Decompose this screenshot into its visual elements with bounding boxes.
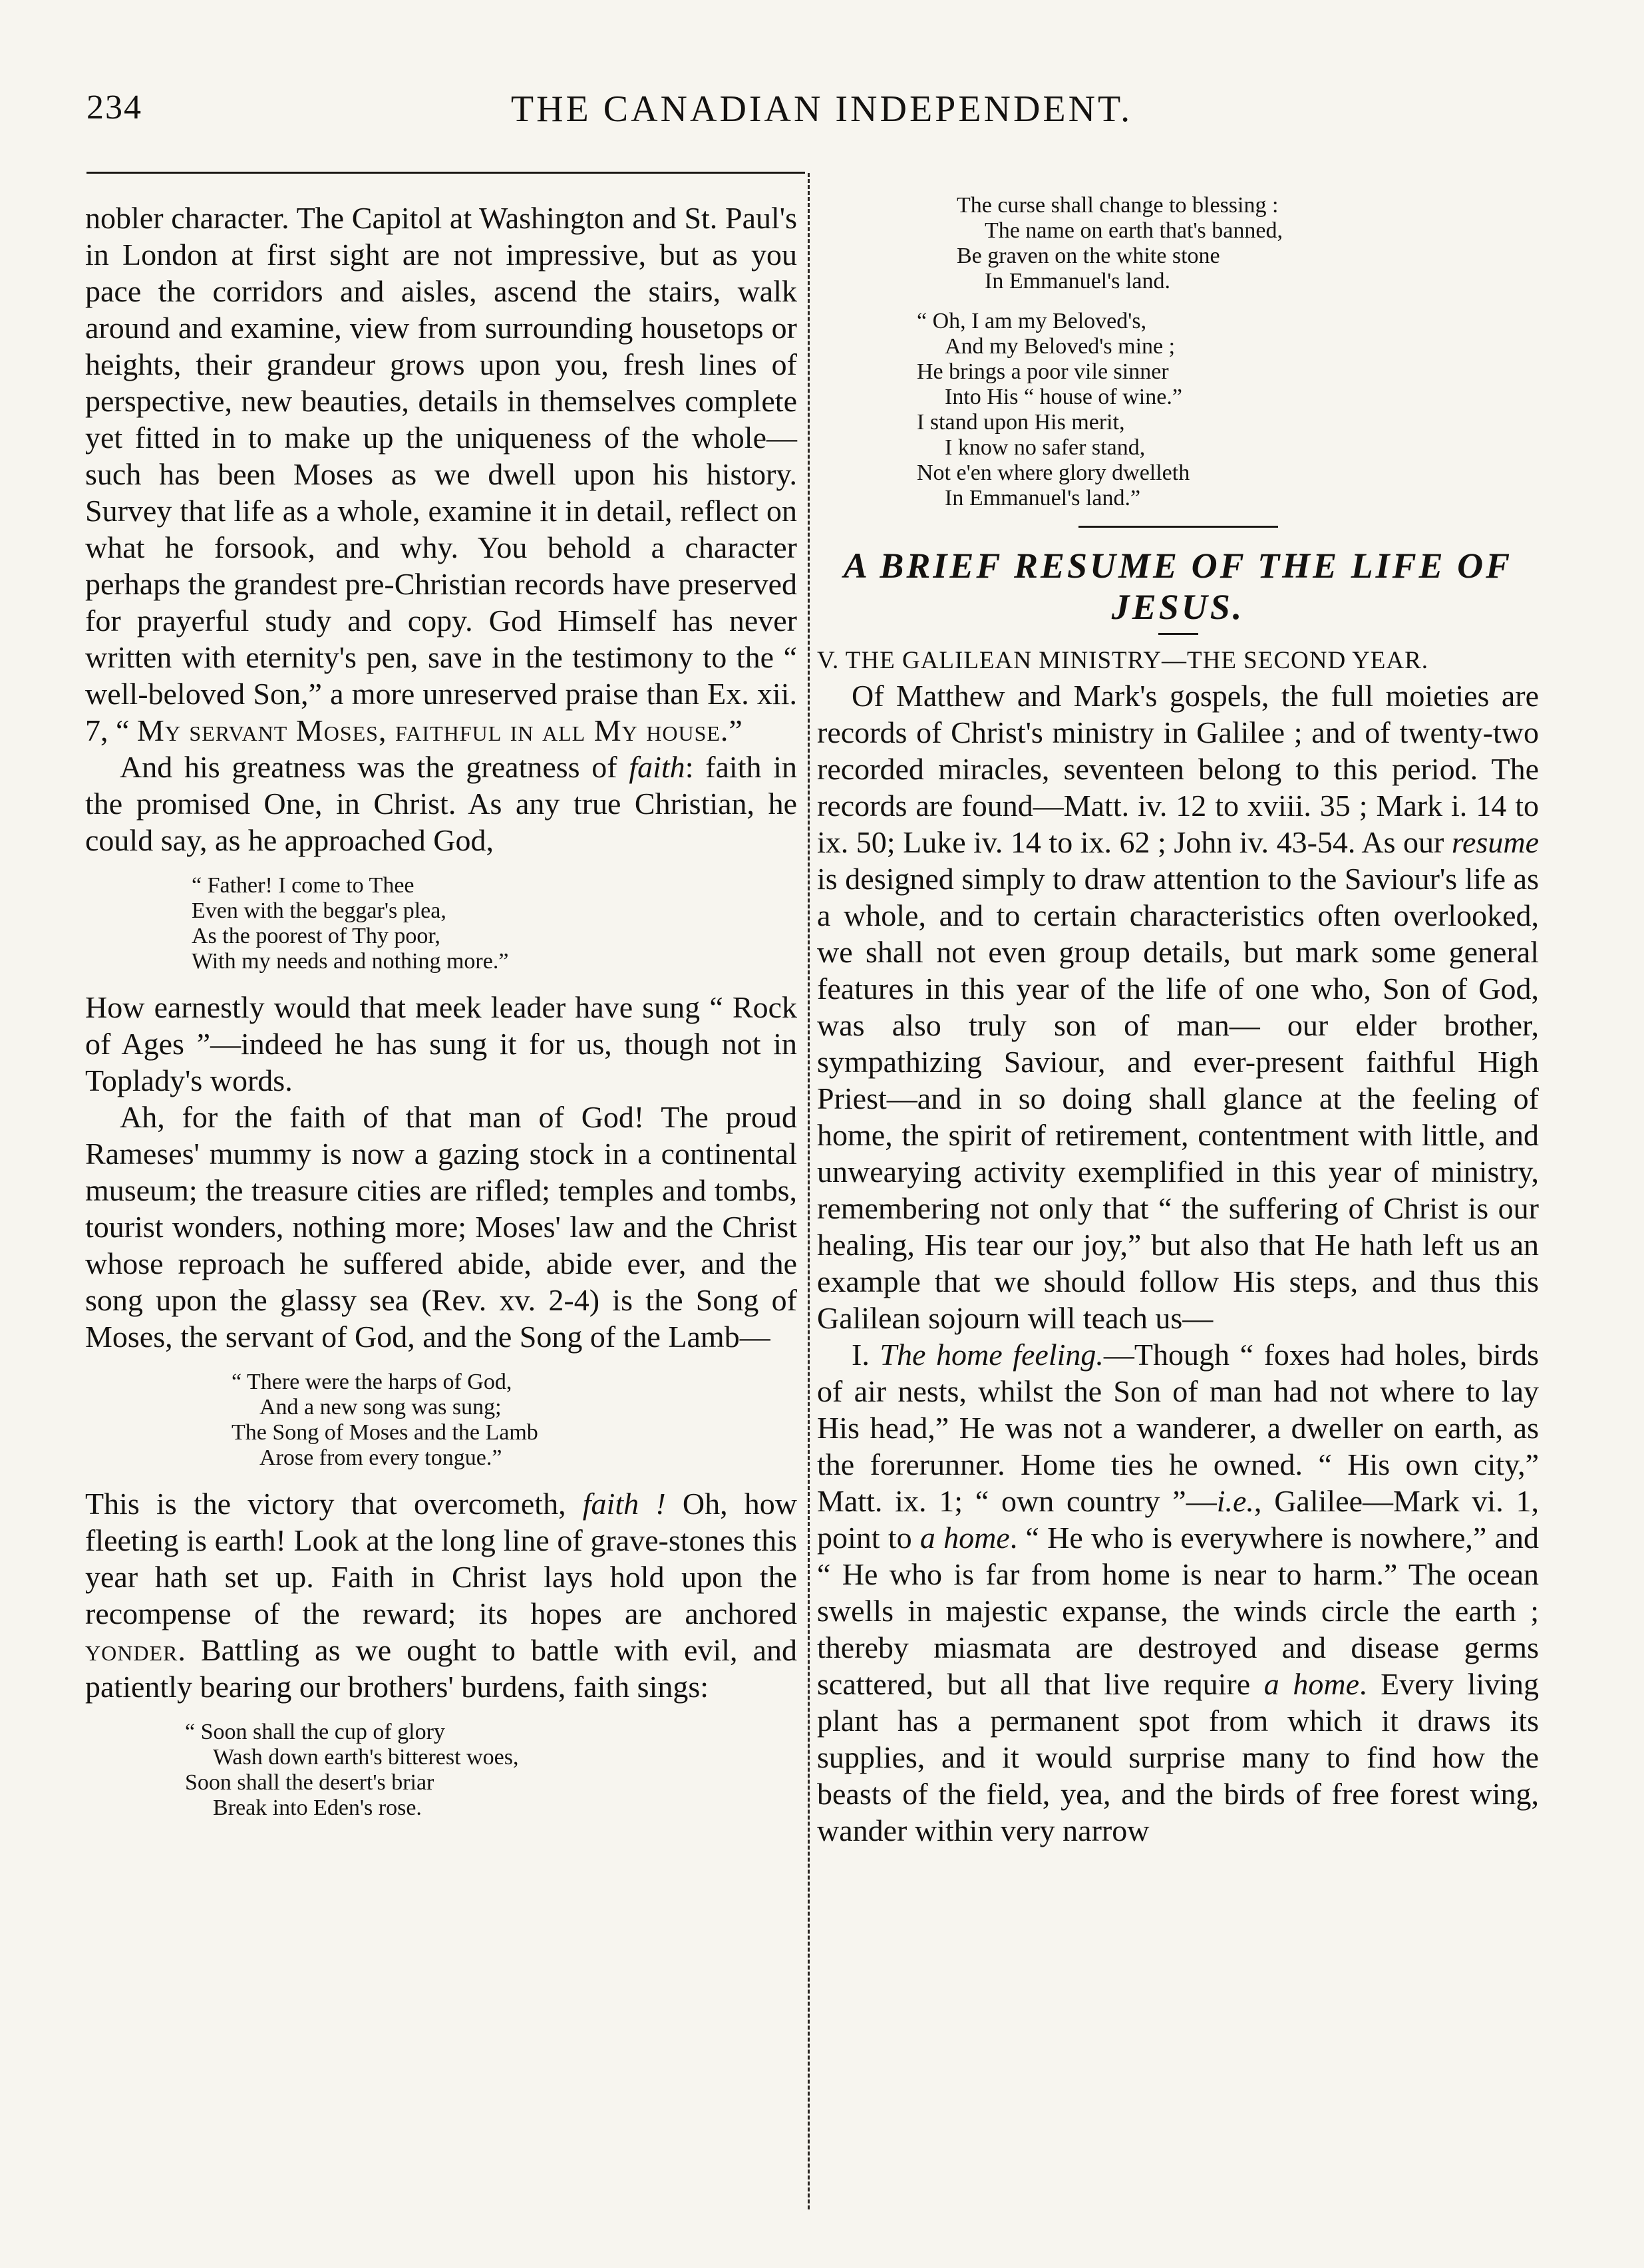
subtitle-text: V. THE GALILEAN MINISTRY—THE SECOND YEAR. [817, 647, 1429, 674]
poem-line: Soon shall the desert's briar [185, 1770, 434, 1795]
italic-word: resume [1451, 825, 1539, 859]
italic-heading: The home feeling. [880, 1338, 1104, 1372]
poem-line: The name on earth that's banned, [985, 218, 1283, 243]
italic-word: faith ! [582, 1487, 666, 1521]
poem [817, 309, 1539, 511]
italic-word: a home [1263, 1667, 1360, 1701]
italic-word: faith [629, 750, 685, 784]
paragraph [85, 200, 797, 749]
poem-line: Even with the beggar's plea, [192, 898, 446, 923]
text-run: Of Matthew and Mark's gospels, the full moieties are records of Christ's ministry in Galilee ; and of twenty-two recorded miracles, seventeen belong to this period. The records are found—Matt. iv. 12 to xviii. 35 ; Mark i. 14 to ix. 50; Luke iv. 14 to ix. 62 ; John iv. 43-54. As our [817, 679, 1539, 859]
caps-word: yonder [85, 1633, 178, 1667]
poem [817, 193, 1539, 294]
text-run: nobler character. The Capitol at Washington and St. Paul's in London at first sight are not impressive, but as you pace the corridors and aisles, ascend the stairs, walk around and examine, view from surrounding housetops or heights, their grandeur grows upon you, fresh lines of perspective, new beauties, details in themselves complete yet fitted in to make up the uniqueness of the whole—such has been Moses as we dwell upon his history. Survey that life as a whole, examine it in detail, reflect on what he forsook, and why. You behold a character perhaps the grandest pre-Christian records have preserved for prayerful study and copy. God Himself has never written with eternity's pen, save in the testimony to the “ well-beloved Son,” a more unreserved praise than Ex. xii. 7, “ [85, 201, 797, 747]
paragraph [85, 1485, 797, 1705]
paragraph: Ah, for the faith of that man of God! The proud Rameses' mummy is now a gazing stock in a continental museum; the treasure cities are rifled; temples and tombs, tourist wonders, nothing more; Moses' law and the Christ whose reproach he suffered abide, abide ever, and the song upon the glassy sea (Rev. xv. 2-4) is the Song of Moses, the servant of God, and the Song of the Lamb— [85, 1100, 797, 1354]
italic-word: a home [919, 1521, 1010, 1555]
poem-line: And a new song was sung; [259, 1395, 502, 1419]
text-run: is designed simply to draw attention to the Saviour's life as a whole, and to certain characteristics often overlooked, we shall not even group details, but mark some general features in this year of the life of one who, Son of God, was also truly son of man— our elder brother, sympathizing Saviour, and ever-present faithful High Priest—and in so doing shall glance at the feeling of home, the spirit of retirement, contentment with little, and unwearying activity exemplified in this year of ministry, remembering not only that “ the suffering of Christ is our healing, His tear our joy,” but also that He hath left us an example that we should follow His steps, and thus this Galilean sojourn will teach us— [817, 862, 1539, 1335]
paragraph: How earnestly would that meek leader have sung “ Rock of Ages ”—indeed he has sung it for us, though not in Toplady's words. [85, 990, 797, 1097]
page-header [86, 88, 1557, 134]
poem-line: “ Oh, I am my Beloved's, [917, 309, 1147, 333]
poem [85, 873, 797, 974]
text-run: : faith in the promised One, in Christ. As any true Christian, he could say, as he approached God, [85, 750, 797, 857]
paragraph [85, 749, 797, 858]
poem-line: Arose from every tongue.” [259, 1445, 502, 1470]
text-run: . “ He who is everywhere is nowhere,” and “ He who is far from home is near to harm.” The ocean swells in majestic expanse, the winds circle the earth ; thereby miasmata are destroyed and disease germs scattered, but all that live require [817, 1521, 1540, 1701]
paragraph [817, 1336, 1539, 1849]
text-run: I. [852, 1338, 880, 1372]
poem-line: “ Father! I come to Thee [192, 873, 414, 898]
text-run: This is the victory that overcometh, [85, 1487, 583, 1521]
text-run: —Though “ foxes had holes, birds of air nests, whilst the Son of man had not where to lay His head,” He was not a wanderer, a dweller on earth, as the forerunner. Home ties he owned. “ His own city,” Matt. ix. 1; “ own country ”— [817, 1338, 1539, 1518]
poem-line: And my Beloved's mine ; [945, 334, 1176, 359]
poem-line: The Song of Moses and the Lamb [232, 1420, 538, 1445]
page-number: 234 [86, 89, 142, 126]
poem-line: “ There were the harps of God, [232, 1370, 512, 1394]
poem-line: In Emmanuel's land. [985, 269, 1171, 293]
poem-line: He brings a poor vile sinner [917, 359, 1169, 384]
poem-line: As the poorest of Thy poor, [192, 924, 440, 948]
text-run: . Every living plant has a permanent spot from which it draws its supplies, and it would surprise many to find how the beasts of the field, yea, and the birds of free forest wing, wander within very narrow [817, 1667, 1539, 1847]
section-subtitle [817, 644, 1539, 677]
poem [85, 1720, 797, 1821]
italic-word: i.e. [1216, 1484, 1254, 1518]
poem-line: I stand upon His merit, [917, 410, 1125, 435]
paragraph [817, 677, 1539, 1336]
poem-line: The curse shall change to blessing : [957, 193, 1279, 218]
journal-title: THE CANADIAN INDEPENDENT. [510, 89, 1133, 130]
poem-line: I know no safer stand, [945, 435, 1146, 460]
poem-line: Be graven on the white stone [957, 244, 1220, 268]
text-run: . Battling as we ought to battle with evil, and patiently bearing our brothers' burdens, faith sings: [85, 1633, 797, 1704]
poem-line: “ Soon shall the cup of glory [185, 1720, 445, 1744]
text-run: Oh, how fleeting is earth! Look at the long line of grave-stones this year hath set up. Faith in Christ lays hold upon the recompense of the reward; its hopes are anchored [85, 1487, 797, 1630]
poem [85, 1370, 797, 1471]
section-title: A BRIEF RESUME OF THE LIFE OF JESUS. [843, 546, 1513, 627]
poem-line: In Emmanuel's land.” [945, 486, 1141, 510]
poem-line: Wash down earth's bitterest woes, [213, 1745, 519, 1770]
poem-line: Not e'en where glory dwelleth [917, 461, 1190, 485]
quoted-caps: My servant Moses, faithful in all My house. [136, 713, 729, 747]
column-divider [808, 173, 810, 2209]
text-run: , Galilee—Mark vi. 1, point to [817, 1484, 1539, 1555]
header-rule [86, 172, 805, 174]
right-column [817, 193, 1539, 1849]
left-column [85, 200, 797, 1835]
text-run: And his greatness was the greatness of [120, 750, 629, 784]
text-run: ” [729, 713, 742, 747]
poem-line: Into His “ house of wine.” [945, 385, 1182, 409]
title-rule [1158, 633, 1198, 635]
poem-line: With my needs and nothing more.” [192, 949, 509, 974]
section-rule [1078, 526, 1278, 528]
poem-line: Break into Eden's rose. [213, 1796, 422, 1820]
